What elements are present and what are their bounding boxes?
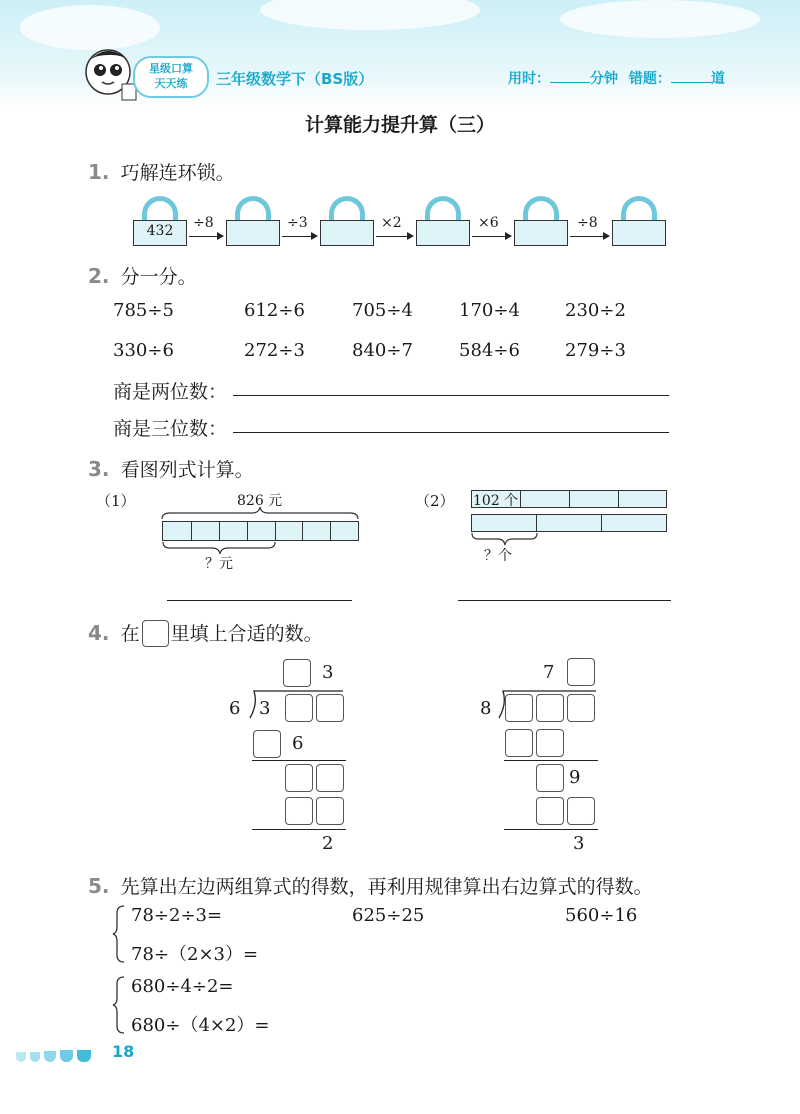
expr-r2-4: 584÷6 — [459, 340, 520, 361]
op-2: ÷3 — [287, 215, 308, 231]
group1-expr-2: 78÷（2×3）= — [131, 944, 259, 965]
part1-answer-line[interactable] — [167, 600, 352, 601]
left-quotient-digit: 3 — [322, 662, 334, 683]
box-right-d3[interactable] — [567, 694, 595, 722]
box-left-s2[interactable] — [316, 797, 344, 825]
left-dividend-digit: 3 — [259, 698, 271, 719]
q4-number: 4. — [88, 621, 110, 645]
box-left-p1[interactable] — [253, 730, 281, 758]
q4-header — [88, 619, 323, 649]
arrow-2 — [282, 236, 316, 237]
box-left-r2[interactable] — [316, 764, 344, 792]
expr-r1-3: 705÷4 — [352, 300, 413, 321]
footer-dots — [16, 1047, 91, 1066]
brand-bottom: 天天练 — [154, 77, 188, 90]
part2-brace — [471, 532, 539, 546]
two-digit-answer-line[interactable] — [233, 395, 669, 396]
part2-value: 102 个 — [473, 493, 519, 509]
lock-1 — [133, 196, 187, 246]
right-divisor: 8 — [480, 698, 492, 719]
q2-header — [88, 262, 197, 289]
book-title: 三年级数学下（BS版） — [216, 70, 374, 88]
right-rule-2 — [504, 829, 598, 830]
two-digit-label: 商是两位数： — [113, 381, 228, 403]
box-left-d2[interactable] — [285, 694, 313, 722]
errors-label: 错题： — [628, 71, 671, 87]
arrow-1 — [189, 236, 222, 237]
part1-total: 826 元 — [237, 493, 283, 509]
right-rule-1 — [504, 760, 598, 761]
expr-r1-4: 170÷4 — [459, 300, 520, 321]
expr-r2-5: 279÷3 — [565, 340, 626, 361]
q1-header — [88, 158, 235, 185]
lock-5[interactable] — [514, 196, 568, 246]
q3-part1-label: （1） — [96, 492, 136, 510]
arrow-5 — [570, 236, 608, 237]
group1-brace — [112, 905, 126, 963]
q2-number: 2. — [88, 264, 110, 288]
box-left-q1[interactable] — [283, 659, 311, 687]
expr-r2-2: 272÷3 — [244, 340, 305, 361]
box-left-s1[interactable] — [285, 797, 313, 825]
top-brace — [160, 506, 360, 520]
right-product-digit: 9 — [569, 767, 581, 788]
lock-2[interactable] — [226, 196, 280, 246]
left-divisor: 6 — [229, 698, 241, 719]
three-digit-label: 商是三位数： — [113, 418, 228, 440]
left-product-digit: 6 — [292, 733, 304, 754]
errors-unit: 道 — [710, 71, 725, 87]
brand-top: 星级口算 — [149, 62, 193, 75]
group2-brace — [112, 976, 126, 1034]
q3-text: 看图列式计算。 — [120, 459, 254, 481]
mascot-icon — [78, 46, 140, 102]
op-1: ÷8 — [193, 215, 214, 231]
part2-answer-line[interactable] — [458, 600, 671, 601]
lock-start-value: 432 — [146, 223, 174, 239]
page-number: 18 — [112, 1042, 135, 1061]
box-right-p2[interactable] — [536, 729, 564, 757]
box-right-d1[interactable] — [505, 694, 533, 722]
q4-example-box — [142, 620, 169, 647]
group2-expr-1: 680÷4÷2= — [131, 976, 234, 997]
op-4: ×6 — [478, 215, 499, 231]
q3-header — [88, 455, 254, 482]
arrow-4 — [472, 236, 510, 237]
q1-number: 1. — [88, 160, 110, 184]
q2-text: 分一分。 — [120, 266, 197, 288]
box-left-d3[interactable] — [316, 694, 344, 722]
box-right-p1[interactable] — [505, 729, 533, 757]
op-3: ×2 — [381, 215, 402, 231]
group1-expr-1: 78÷2÷3= — [131, 905, 223, 926]
brand-logo — [133, 56, 209, 98]
box-right-r1[interactable] — [536, 764, 564, 792]
expr-r2-1: 330÷6 — [113, 340, 174, 361]
left-rule-2 — [252, 829, 346, 830]
box-right-s1[interactable] — [536, 797, 564, 825]
q4-text-after: 里填上合适的数。 — [170, 623, 323, 645]
time-errors — [508, 68, 725, 88]
q4-text-before: 在 — [120, 623, 140, 645]
part2-question: ？个 — [484, 548, 512, 564]
q5-text: 先算出左边两组算式的得数，再利用规律算出右边算式的得数。 — [120, 876, 653, 898]
expr-r1-1: 785÷5 — [113, 300, 174, 321]
box-right-d2[interactable] — [536, 694, 564, 722]
right-expr-2: 560÷16 — [565, 905, 638, 926]
three-digit-answer-line[interactable] — [233, 432, 669, 433]
expr-r1-5: 230÷2 — [565, 300, 626, 321]
arrow-3 — [376, 236, 412, 237]
q3-number: 3. — [88, 457, 110, 481]
box-right-s2[interactable] — [567, 797, 595, 825]
right-remainder: 3 — [573, 833, 585, 854]
op-5: ÷8 — [577, 215, 598, 231]
q5-number: 5. — [88, 874, 110, 898]
right-expr-1: 625÷25 — [352, 905, 425, 926]
part1-question: ？元 — [205, 556, 233, 572]
left-remainder: 2 — [322, 833, 334, 854]
q1-text: 巧解连环锁。 — [120, 162, 235, 184]
left-rule-1 — [252, 760, 346, 761]
right-quotient-digit: 7 — [543, 662, 555, 683]
group2-expr-2: 680÷（4×2）= — [131, 1015, 270, 1036]
lock-3[interactable] — [320, 196, 374, 246]
q5-header — [88, 872, 653, 899]
time-unit: 分钟 — [590, 71, 618, 87]
expr-r1-2: 612÷6 — [244, 300, 305, 321]
page-title: 计算能力提升算（三） — [304, 114, 495, 136]
lock-4[interactable] — [416, 196, 470, 246]
box-left-r1[interactable] — [285, 764, 313, 792]
lock-6[interactable] — [612, 196, 666, 246]
expr-r2-3: 840÷7 — [352, 340, 413, 361]
q3-part2-label: （2） — [415, 492, 455, 510]
box-right-q2[interactable] — [567, 658, 595, 686]
time-label: 用时： — [508, 71, 550, 87]
